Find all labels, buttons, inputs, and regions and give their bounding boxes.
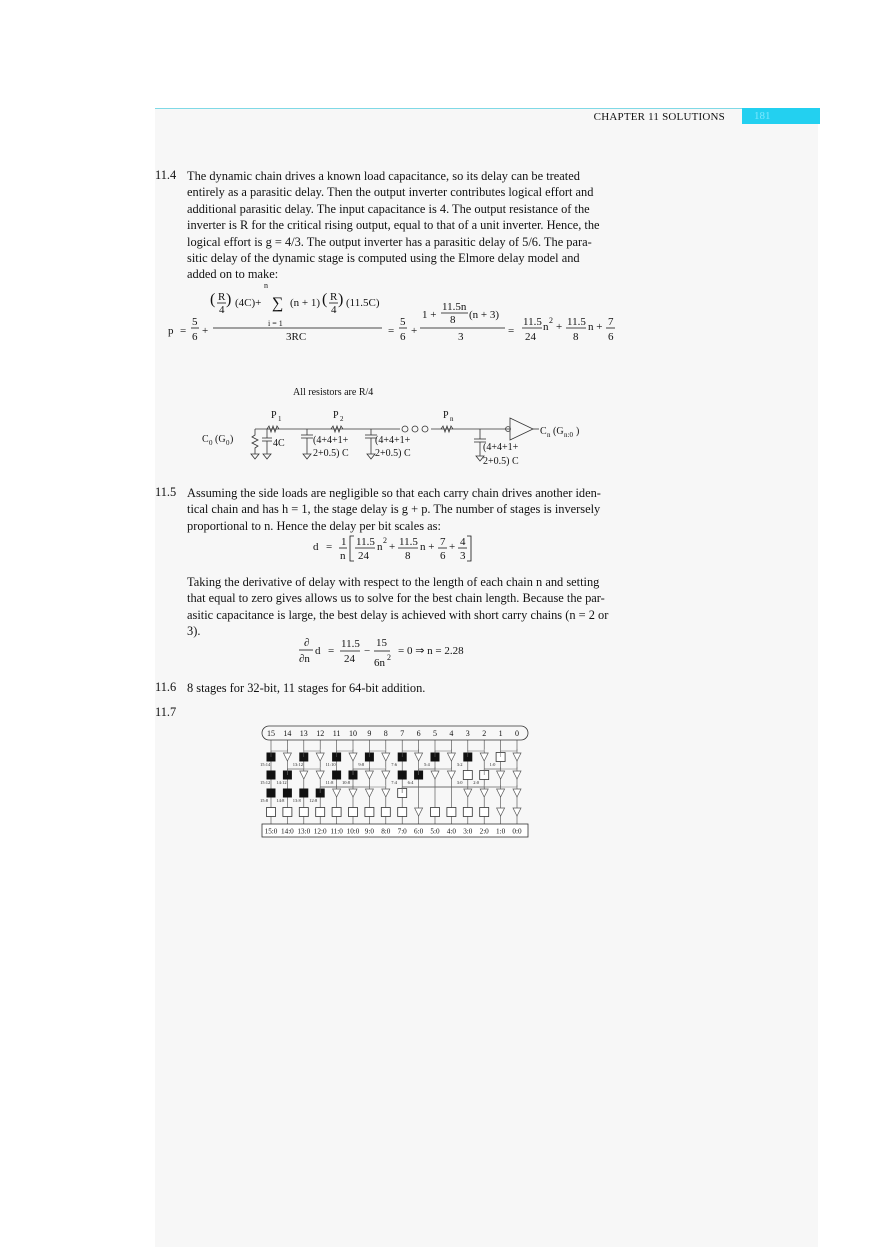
buffer-cell [513, 808, 521, 816]
label-cn: C [540, 426, 547, 437]
output-label: 2:0 [479, 827, 489, 836]
domino-chain-circuit [195, 380, 595, 475]
cap-a-line1: (4+4+1+ [313, 435, 349, 446]
paren-left: ( [210, 291, 216, 308]
buffer-cell [283, 753, 291, 761]
grey-cell [431, 808, 440, 817]
paren-right-2: ) [338, 291, 344, 308]
cell-label: 3:2 [456, 762, 463, 767]
result: = 0 ⇒ n = 2.28 [398, 645, 464, 657]
grey-cell [349, 808, 358, 817]
c-115: (11.5C) [346, 297, 380, 309]
n-plus: n + [588, 321, 603, 333]
bit-label: 3 [465, 729, 470, 738]
label-g0-close: ) [230, 434, 234, 445]
output-label: 11:0 [330, 827, 343, 836]
ground-4c [263, 454, 271, 459]
problem-11-6-text [187, 680, 632, 696]
grey-cell [299, 808, 308, 817]
frac-8: 8 [405, 550, 411, 562]
d-symbol: d [315, 645, 321, 657]
bit-label: 2 [482, 729, 487, 738]
r2-sym: R [330, 291, 338, 303]
text-line: additional parasitic delay. The input capacitance is 4. The output resistance of the [187, 201, 590, 216]
four-sym: 4 [219, 304, 225, 316]
frac-5-b: 5 [400, 316, 406, 328]
grey-cell [365, 808, 374, 817]
bit-label: 10 [349, 729, 357, 738]
label-gn: (G [553, 426, 564, 437]
problem-number: 11.7 [155, 705, 177, 719]
cap-c-line2: 2+0.5) C [483, 456, 519, 467]
plus: + [202, 325, 209, 337]
bit-label: 6 [416, 729, 421, 738]
buffer-cell [431, 771, 439, 779]
buffer-cell [513, 771, 521, 779]
black-cell [398, 771, 407, 780]
output-label: 8:0 [381, 827, 391, 836]
cell-label: 1:0 [489, 762, 496, 767]
n-plus-3: (n + 3) [469, 309, 500, 321]
label-pn: P [443, 410, 449, 421]
bit-label: 13 [299, 729, 308, 738]
r-sym: R [218, 291, 226, 303]
label-gn-close: ) [576, 426, 580, 437]
label-4c: 4C [273, 438, 285, 449]
frac-6: 6 [192, 331, 198, 343]
problem-11-5-text-2 [187, 574, 632, 640]
bit-label: 1 [498, 729, 503, 738]
p-symbol: p [168, 325, 174, 337]
text-line: 3). [187, 624, 201, 639]
black-cell [332, 771, 341, 780]
buffer-cell [480, 789, 488, 797]
frac-6: 6 [440, 550, 446, 562]
four-c: (4C)+ [235, 297, 262, 309]
cap-a-line2: 2+0.5) C [313, 448, 349, 459]
plus-1: + [389, 541, 396, 553]
frac-6-b: 6 [400, 331, 406, 343]
equation-derivative [296, 633, 506, 673]
frac-7: 7 [608, 316, 614, 328]
label-g0-sub: 0 [226, 439, 230, 447]
buffer-cell [349, 789, 357, 797]
frac-6n: 6n [374, 657, 385, 669]
buffer-cell [447, 753, 455, 761]
cell-label: 11:8 [325, 780, 334, 785]
buffer-cell [415, 808, 423, 816]
cell-label: 11:10 [325, 762, 336, 767]
buffer-cell [513, 753, 521, 761]
cap-c-line1: (4+4+1+ [483, 442, 519, 453]
problem-number: 11.4 [155, 168, 177, 182]
frac-115-a: 11.5 [523, 316, 542, 328]
output-label: 5:0 [430, 827, 440, 836]
cell-label: 14:8 [276, 798, 285, 803]
eq-sign: = [328, 645, 335, 657]
sum-top: n [264, 281, 268, 290]
frac-5: 5 [192, 316, 198, 328]
output-label: 15:0 [264, 827, 278, 836]
eq-sign: = [326, 541, 333, 553]
output-inverter [510, 418, 533, 440]
cell-label: 7:4 [391, 780, 397, 785]
problem-11-4-text [187, 168, 632, 283]
frac-n: n [340, 550, 346, 562]
grey-cell [463, 771, 472, 780]
cell-label: 3:0 [456, 780, 463, 785]
cell-label: 9:8 [358, 762, 365, 767]
one-plus: 1 + [422, 309, 437, 321]
frac-6-c: 6 [608, 331, 614, 343]
plus-2: + [449, 541, 456, 553]
chapter-title: CHAPTER 11 SOLUTIONS [593, 111, 725, 123]
label-cn-sub: n [547, 431, 551, 439]
n-plus: n + [420, 541, 435, 553]
grey-cell [480, 808, 489, 817]
problem-number: 11.6 [155, 680, 177, 694]
equation-d [310, 531, 510, 569]
buffer-cell [480, 753, 488, 761]
buffer-cell [365, 789, 373, 797]
text-line: inverter is R for the critical rising output, equal to that of a unit inverter. Hence, the [187, 218, 600, 233]
bit-label: 14 [283, 729, 292, 738]
buffer-cell [300, 771, 308, 779]
grey-cell [447, 808, 456, 817]
ground-0 [251, 454, 259, 459]
plus-2: + [411, 325, 418, 337]
bit-label: 7 [400, 729, 405, 738]
frac-15: 15 [376, 637, 387, 649]
n-var: n [543, 321, 549, 333]
buffer-cell [316, 771, 324, 779]
cell-label: 14:12 [276, 780, 287, 785]
equation-p [160, 278, 630, 348]
black-cell [299, 789, 308, 798]
page-number: 181 [742, 108, 820, 124]
text-line: that equal to zero gives allows us to solve for the best chain length. Because the par- [187, 591, 605, 606]
partial-symbol: ∂ [304, 637, 310, 649]
buffer-cell [447, 771, 455, 779]
output-label: 10:0 [346, 827, 360, 836]
output-label: 13:0 [297, 827, 311, 836]
frac-115n: 11.5n [442, 301, 467, 313]
cap-b-line2: 2+0.5) C [375, 448, 411, 459]
label-g0: (G [215, 434, 226, 445]
output-label: 1:0 [496, 827, 506, 836]
sigma: ∑ [272, 295, 284, 312]
n-plus-1: (n + 1) [290, 297, 321, 309]
frac-8-b: 8 [573, 331, 579, 343]
bit-label: 9 [367, 729, 372, 738]
buffer-cell [497, 771, 505, 779]
squared: 2 [549, 316, 553, 325]
sum-bot: i = 1 [268, 319, 283, 328]
frac-4: 4 [460, 536, 466, 548]
text-line: Assuming the side loads are negligible so that each carry chain drives another iden- [187, 486, 601, 500]
source-resistor [252, 429, 258, 454]
cell-label: 15:12 [260, 780, 271, 785]
cell-label: 10:8 [342, 780, 351, 785]
bit-label: 15 [267, 729, 275, 738]
output-label: 3:0 [463, 827, 473, 836]
text-line: proportional to n. Hence the delay per bit scales as: [187, 518, 441, 533]
grey-cell [316, 808, 325, 817]
cap-b-line1: (4+4+1+ [375, 435, 411, 446]
cell-label: 15:14 [260, 762, 271, 767]
cell-label: 2:0 [473, 780, 479, 785]
label-gn-sub: n:0 [564, 431, 573, 439]
prefix-tree-adder [252, 722, 534, 842]
paren-left-2: ( [322, 291, 328, 308]
label-p2-sub: 2 [340, 415, 344, 423]
circuit-caption: All resistors are R/4 [293, 387, 374, 398]
bit-label: 5 [433, 729, 437, 738]
buffer-cell [513, 789, 521, 797]
bit-label: 4 [449, 729, 454, 738]
ground-a [303, 454, 311, 459]
black-cell [267, 771, 276, 780]
rhs-den-3: 3 [458, 331, 464, 343]
frac-24: 24 [525, 331, 536, 343]
label-p1: P [271, 410, 277, 421]
buffer-cell [497, 808, 505, 816]
cell-label: 12:8 [309, 798, 318, 803]
buffer-cell [365, 771, 373, 779]
grey-cell [398, 808, 407, 817]
header-rule [155, 108, 742, 109]
buffer-cell [415, 753, 423, 761]
problem-number: 11.5 [155, 485, 177, 499]
cell-label: 15:8 [260, 798, 269, 803]
buffer-cell [382, 789, 390, 797]
output-label: 7:0 [397, 827, 407, 836]
cell-label: 13:8 [292, 798, 301, 803]
bit-label: 8 [383, 729, 388, 738]
cell-label: 5:4 [424, 762, 430, 767]
grey-cell [332, 808, 341, 817]
squared: 2 [387, 653, 391, 662]
bit-label: 12 [316, 729, 325, 738]
output-label: 4:0 [446, 827, 456, 836]
output-label: 6:0 [414, 827, 424, 836]
frac-115-b: 11.5 [567, 316, 586, 328]
frac-24: 24 [344, 653, 355, 665]
four2-sym: 4 [331, 304, 337, 316]
bit-label: 0 [515, 729, 519, 738]
ground-b [367, 454, 375, 459]
output-label: 0:0 [512, 827, 522, 836]
text-line: sitic delay of the dynamic stage is computed using the Elmore delay model and [187, 251, 580, 266]
minus-sign: − [364, 645, 371, 657]
partial-n: ∂n [299, 653, 310, 665]
frac-8: 8 [450, 314, 456, 326]
cell-label: 13:12 [292, 762, 304, 767]
grey-cell [283, 808, 292, 817]
eq-sign-3: = [508, 325, 515, 337]
frac-24: 24 [358, 550, 369, 562]
frac-115-b: 11.5 [399, 536, 418, 548]
buffer-cell [316, 753, 324, 761]
carry-wire [320, 785, 369, 793]
frac-7: 7 [440, 536, 446, 548]
frac-115-a: 11.5 [356, 536, 375, 548]
text-line: logical effort is g = 4/3. The output inverter has a parasitic delay of 5/6. The para- [187, 234, 592, 249]
output-label: 14:0 [281, 827, 294, 836]
label-c0: C [202, 434, 209, 445]
n-var: n [377, 541, 383, 553]
text-line: entirely as a parasitic delay. Then the output inverter contributes logical effort and [187, 185, 594, 200]
output-label: 9:0 [364, 827, 374, 836]
buffer-cell [382, 753, 390, 761]
paren-right: ) [226, 291, 232, 308]
buffer-cell [464, 789, 472, 797]
buffer-cell [382, 771, 390, 779]
plus-3: + [556, 321, 563, 333]
text-line: Taking the derivative of delay with respect to the length of each chain n and setting [187, 575, 600, 589]
text-line: asitic capacitance is large, the best delay is achieved with short carry chains (n = 2 or [187, 607, 609, 622]
text-line: 8 stages for 32-bit, 11 stages for 64-bit addition. [187, 681, 426, 695]
black-cell [267, 789, 276, 798]
grey-cell [381, 808, 390, 817]
output-label: 12:0 [313, 827, 327, 836]
buffer-cell [333, 789, 341, 797]
text-line: tical chain and has h = 1, the stage delay is g + p. The number of stages is inversely [187, 502, 601, 517]
label-c0-sub: 0 [209, 439, 213, 447]
d-symbol: d [313, 541, 319, 553]
buffer-cell [349, 753, 357, 761]
eq-sign: = [180, 325, 187, 337]
label-p2: P [333, 410, 339, 421]
label-p1-sub: 1 [278, 415, 282, 423]
frac-1: 1 [341, 536, 347, 548]
denominator-3rc: 3RC [286, 331, 307, 343]
eq-sign-2: = [388, 325, 395, 337]
frac-115: 11.5 [341, 638, 360, 650]
grey-cell [267, 808, 276, 817]
squared: 2 [383, 536, 387, 545]
grey-cell [463, 808, 472, 817]
text-line: added on to make: [187, 267, 279, 282]
problem-11-5-text [187, 485, 632, 534]
black-cell [283, 789, 292, 798]
text-line: The dynamic chain drives a known load capacitance, so its delay can be treated [187, 169, 580, 183]
bit-label: 11 [332, 729, 341, 738]
label-pn-sub: n [450, 415, 454, 423]
cell-label: 6:4 [407, 780, 414, 785]
buffer-cell [497, 789, 505, 797]
frac-3: 3 [460, 550, 466, 562]
cell-label: 7:6 [391, 762, 397, 767]
